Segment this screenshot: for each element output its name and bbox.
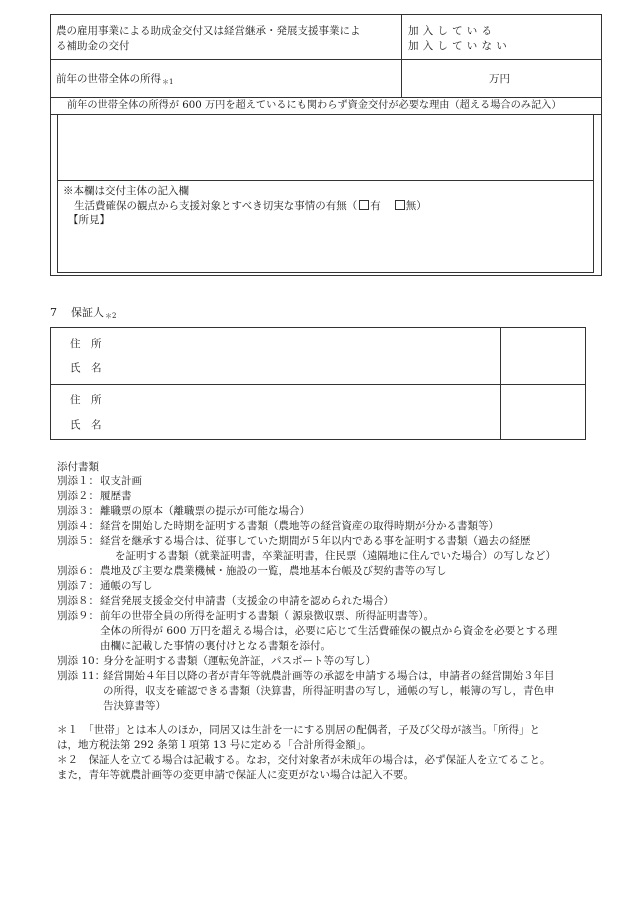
attachment-text: 経営を開始した時期を証明する書類（農地等の経営資産の取得時期が分かる書類等）	[100, 520, 499, 532]
attachment-text: 全体の所得が 600 万円を超える場合は，必要に応じて生活費確保の観点から資金を必要とする理	[100, 625, 558, 637]
guarantor2-address-label: 住 所	[70, 394, 102, 406]
attachment-text: 履歴書	[100, 490, 132, 502]
checkbox-yes[interactable]	[359, 200, 369, 210]
attachment-text: 経営を継承する場合は、従事していた期間が５年以内である事を証明する書類（過去の経歴	[100, 535, 531, 547]
attachment-label: 別添６：	[57, 565, 99, 577]
opinion-label: 【所見】	[68, 214, 110, 226]
reason-header: 前年の世帯全体の所得が 600 万円を超えているにも関わらず資金交付が必要な理由（超える場合のみ記入）	[67, 100, 562, 111]
checkbox-no-label: 無）	[405, 200, 427, 212]
checkbox-no[interactable]	[395, 200, 405, 210]
attachment-text: 経営発展支援金交付申請書（支援金の申請を認められた場合）	[100, 595, 394, 607]
attachment-label: 別添 10：	[57, 655, 106, 667]
row-divider	[50, 97, 602, 98]
hardship-question	[74, 199, 427, 213]
attachment-label: 別添９：	[57, 610, 99, 622]
footnote-1-line1: ＊１ 「世帯」とは本人のほか，同居又は生計を一にする別居の配偶者，子及び父母が該当。「所得」と	[57, 724, 540, 736]
guarantor1-seal-cell[interactable]	[501, 328, 585, 384]
guarantor1-address-label: 住 所	[70, 338, 102, 350]
attachment-text: 由欄に記載した事情の裏付けとなる書類を添付。	[100, 640, 331, 652]
attachment-text: 離職票の原本（離職票の提示が可能な場合）	[100, 505, 310, 517]
checkbox-yes-label: 有	[370, 200, 381, 212]
attachment-label: 別添７：	[57, 580, 99, 592]
attachment-label: 別添３：	[57, 505, 99, 517]
option-joined[interactable]: 加入している	[408, 25, 497, 37]
attachment-label: 別添１：	[57, 475, 99, 487]
income-label-text: 前年の世帯全体の所得	[56, 73, 161, 85]
attachment-text: 農地及び主要な農業機械・施設の一覧，農地基本台帳及び契約書等の写し	[100, 565, 447, 577]
footnote-2-line2: また，青年等就農計画等の変更申請で保証人に変更がない場合は記入不要。	[57, 769, 414, 781]
guarantor-heading-number: 7	[50, 306, 57, 319]
attachment-text: 前年の世帯全員の所得を証明する書類（ 源泉徴収票、所得証明書等）。	[100, 610, 435, 622]
attachment-label: 別添２：	[57, 490, 99, 502]
reason-input-box[interactable]	[57, 114, 594, 181]
attachments-title: 添付書類	[57, 461, 99, 473]
attachment-label: 別添５：	[57, 535, 99, 547]
official-use-title: ※本欄は交付主体の記入欄	[63, 185, 189, 197]
guarantor2-seal-cell[interactable]	[501, 385, 585, 439]
attachment-text: 通帳の写し	[100, 580, 153, 592]
attachment-label: 別添 11：	[57, 670, 106, 682]
footnote-2-line1: ＊２ 保証人を立てる場合は記載する。なお，交付対象者が未成年の場合は，必ず保証人を立てること。	[57, 754, 551, 766]
note-mark-2: ＊2	[105, 312, 117, 320]
attachment-text: の所得，収支を確認できる書類（決算書，所得証明書の写し，通帳の写し，帳簿の写し，青色申	[103, 685, 555, 697]
note-mark-1: ＊1	[162, 78, 174, 86]
attachment-text: 収支計画	[100, 475, 142, 487]
guarantor1-input[interactable]	[130, 328, 499, 384]
attachment-text: を証明する書類（就業証明書，卒業証明書，住民票（遠隔地に住んでいた場合）の写しなど）	[115, 550, 556, 562]
attachment-text: 経営開始４年目以降の者が青年等就農計画等の承認を申請する場合は，申請者の経営開始３年目	[103, 670, 555, 682]
hardship-question-text: 生活費確保の観点から支援対象とすべき切実な事情の有無（	[74, 200, 358, 212]
guarantor2-input[interactable]	[130, 385, 499, 439]
attachment-text: 身分を証明する書類（運転免許証，パスポート等の写し）	[103, 655, 376, 667]
attachment-label: 別添４：	[57, 520, 99, 532]
option-not-joined[interactable]: 加入していない	[408, 40, 511, 52]
subsidy-label-line1: 農の雇用事業による助成金交付又は経営継承・発展支援事業によ	[56, 25, 361, 37]
attachment-label: 別添８：	[57, 595, 99, 607]
subsidy-label-line2: る補助金の交付	[56, 40, 130, 52]
income-unit: 万円	[489, 73, 510, 85]
guarantor2-name-label: 氏 名	[70, 419, 102, 431]
guarantor-heading-text: 保証人	[71, 306, 104, 319]
guarantor1-name-label: 氏 名	[70, 362, 102, 374]
footnote-1-line2: は，地方税法第 292 条第１項第 13 号に定める「合計所得金額」。	[57, 739, 372, 751]
attachment-text: 告決算書等）	[103, 700, 166, 712]
guarantor-heading	[50, 306, 116, 323]
income-label	[56, 72, 173, 89]
